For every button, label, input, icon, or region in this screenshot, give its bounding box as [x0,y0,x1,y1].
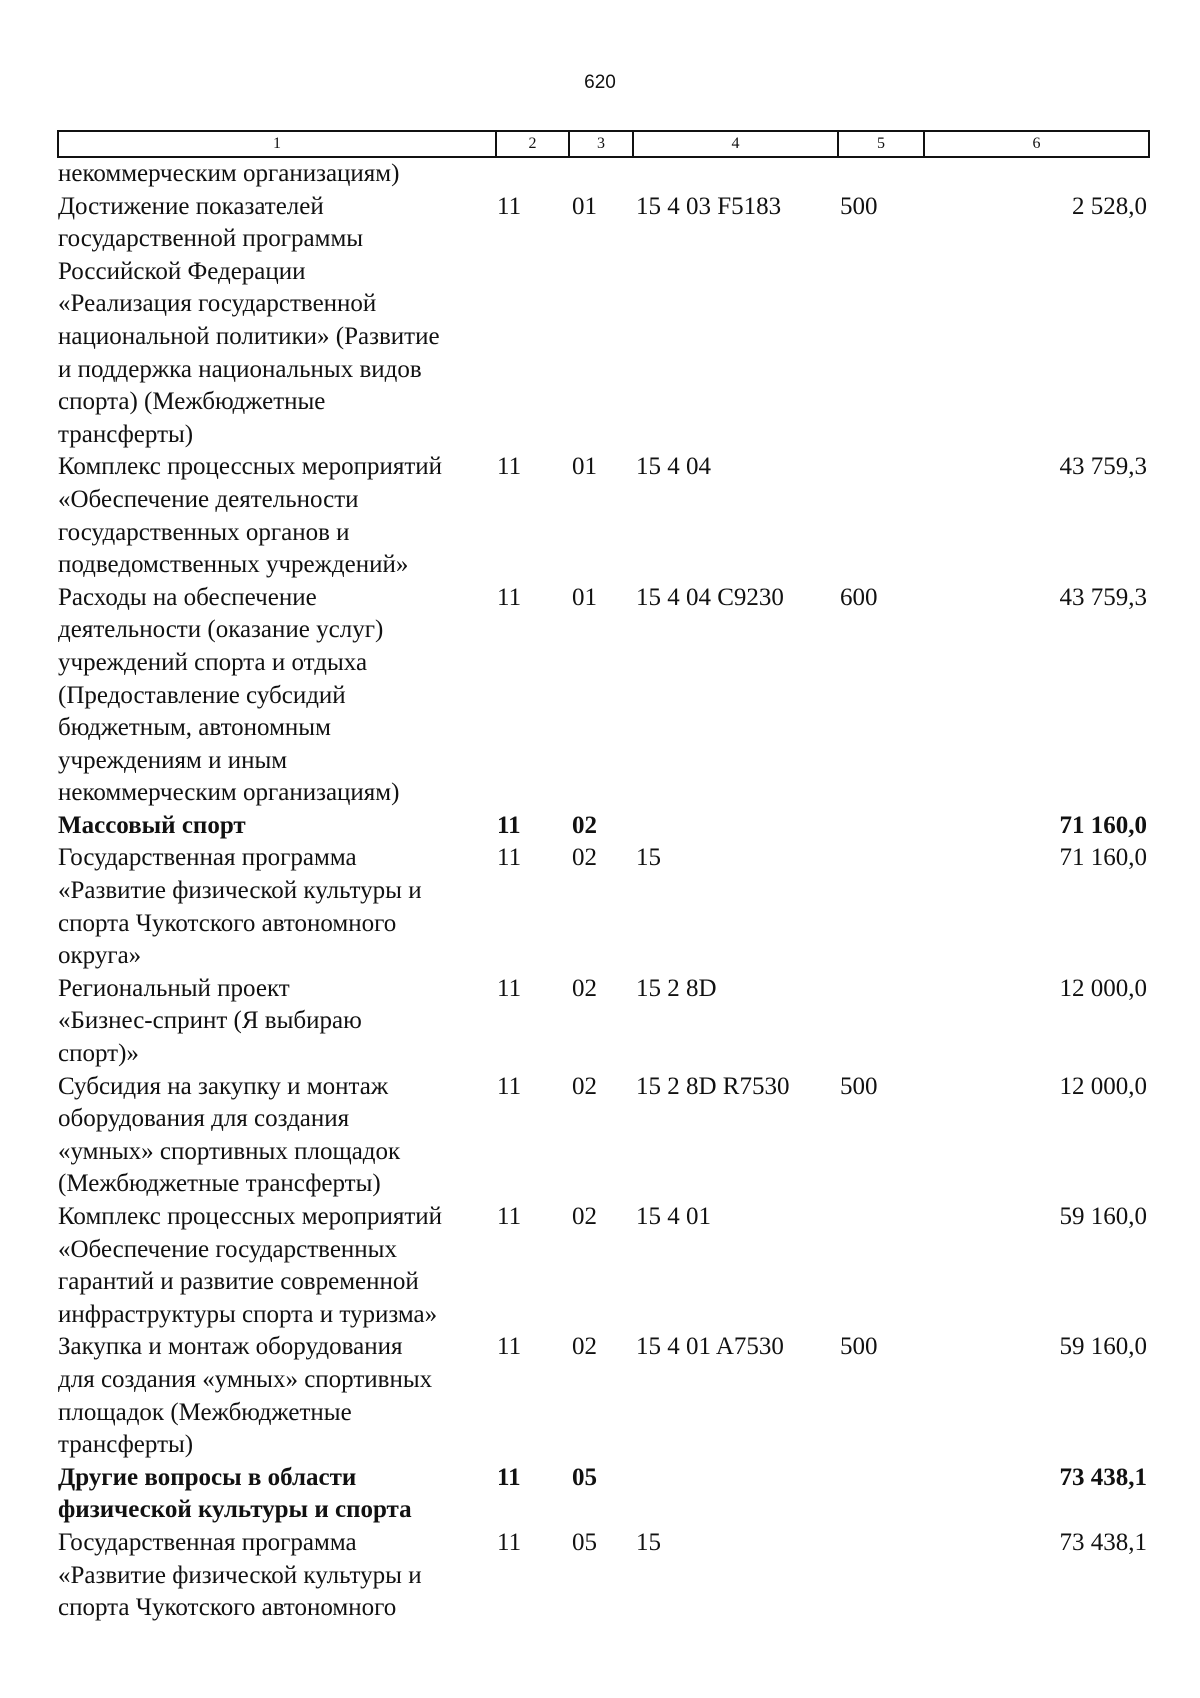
table-row [58,1527,1149,1625]
row-subsection-code: 02 [572,974,597,1002]
table-row [58,1201,1149,1331]
row-name: Другие вопросы в области физической культуры и спорта [58,1463,412,1524]
page-number: 620 [584,72,616,93]
row-amount: 73 438,1 [1059,1463,1147,1491]
row-target-article: 15 4 04 C9230 [636,583,784,611]
row-name: Государственная программа «Развитие физической культуры и спорта Чукотского автономного округа» [58,844,422,970]
column-header-2: 2 [496,131,569,157]
table-row [58,191,1149,452]
table-row [58,1462,1149,1527]
row-section-code: 11 [497,1072,522,1100]
row-section-code: 11 [497,583,522,611]
row-section-code: 11 [497,1203,522,1230]
row-subsection-code: 01 [572,453,597,481]
row-target-article: 15 2 8D [636,974,717,1002]
row-amount [924,157,1149,191]
table-row [58,1071,1149,1201]
budget-table [57,130,1150,1625]
row-section-code: 11 [497,811,521,839]
row-name: Субсидия на закупку и монтаж оборудования для создания «умных» спортивных площадок (Межбюджетные трансферты) [58,1072,401,1198]
row-amount: 71 160,0 [1059,844,1147,872]
row-section-code: 11 [497,974,522,1002]
row-expense-type [838,1462,924,1527]
row-amount: 12 000,0 [1059,974,1147,1002]
row-expense-type: 500 [840,192,878,220]
row-amount: 71 160,0 [1059,811,1147,839]
row-amount: 43 759,3 [1059,583,1147,611]
table-row [58,1331,1149,1461]
row-subsection-code: 01 [572,192,597,220]
table-row [58,842,1149,972]
row-name: Комплекс процессных мероприятий «Обеспечение деятельности государственных органов и подведомственных учреждений» [58,453,443,579]
table-row [58,582,1149,810]
row-amount: 43 759,3 [1059,453,1147,481]
column-header-6: 6 [924,131,1149,157]
row-target-article [633,157,838,191]
row-target-article [633,1462,838,1527]
row-expense-type [838,973,924,1071]
row-subsection-code: 02 [572,1203,597,1230]
row-amount: 12 000,0 [1059,1072,1147,1100]
row-name: Комплекс процессных мероприятий «Обеспечение государственных гарантий и развитие современной инфраструктуры спорта и туризма» [58,1203,443,1328]
row-amount: 59 160,0 [1059,1333,1147,1361]
row-amount: 2 528,0 [1072,192,1147,220]
row-target-article: 15 [636,1528,661,1556]
row-section-code [496,157,569,191]
row-target-article: 15 4 03 F5183 [636,192,782,220]
row-expense-type [838,1201,924,1331]
row-expense-type [838,842,924,972]
column-header-5: 5 [838,131,924,157]
table-row [58,451,1149,581]
row-subsection-code: 02 [572,844,597,872]
row-subsection-code: 02 [572,811,597,839]
row-expense-type: 600 [840,583,878,611]
row-section-code: 11 [497,1463,521,1491]
row-name: Массовый спорт [58,811,246,839]
row-target-article [633,810,838,843]
row-name: Достижение показателей государственной программы Российской Федерации «Реализация государственной национальной политики» (Развитие и поддержка национальных видов спорта) (Межбюджетные трансферты) [58,192,440,448]
row-name: Государственная программа «Развитие физической культуры и спорта Чукотского автономного [58,1528,422,1622]
row-section-code: 11 [497,453,522,481]
row-section-code: 11 [497,844,522,872]
row-target-article: 15 4 04 [636,453,711,481]
row-subsection-code: 05 [572,1463,597,1491]
row-expense-type [838,1527,924,1625]
table-row [58,810,1149,843]
row-section-code: 11 [497,1528,522,1556]
row-expense-type [838,451,924,581]
row-target-article: 15 4 01 [636,1203,711,1230]
row-name: Расходы на обеспечение деятельности (оказание услуг) учреждений спорта и отдыха (Предоставление субсидий бюджетным, автономным учреждениям и иным некоммерческим организациям) [58,583,400,807]
row-subsection-code: 01 [572,583,597,611]
row-expense-type: 500 [840,1333,878,1361]
row-expense-type: 500 [840,1072,878,1100]
row-target-article: 15 2 8D R7530 [636,1072,790,1100]
header-row [58,131,1149,157]
row-expense-type [838,157,924,191]
column-header-1: 1 [58,131,496,157]
row-name: некоммерческим организациям) [58,160,400,187]
row-target-article: 15 [636,844,661,872]
row-amount: 73 438,1 [1059,1528,1147,1556]
row-section-code: 11 [497,192,522,220]
row-subsection-code: 02 [572,1072,597,1100]
table-row [58,973,1149,1071]
row-subsection-code [569,157,633,191]
row-section-code: 11 [497,1333,522,1361]
row-amount: 59 160,0 [1059,1203,1147,1230]
row-name: Региональный проект «Бизнес-спринт (Я выбираю спорт)» [58,974,362,1068]
row-expense-type [838,810,924,843]
row-name: Закупка и монтаж оборудования для создания «умных» спортивных площадок (Межбюджетные трансферты) [58,1333,433,1459]
row-target-article: 15 4 01 A7530 [636,1333,784,1361]
row-subsection-code: 05 [572,1528,597,1556]
table-row [58,157,1149,191]
column-header-4: 4 [633,131,838,157]
table-body [58,157,1149,1625]
row-subsection-code: 02 [572,1333,597,1361]
column-header-3: 3 [569,131,633,157]
